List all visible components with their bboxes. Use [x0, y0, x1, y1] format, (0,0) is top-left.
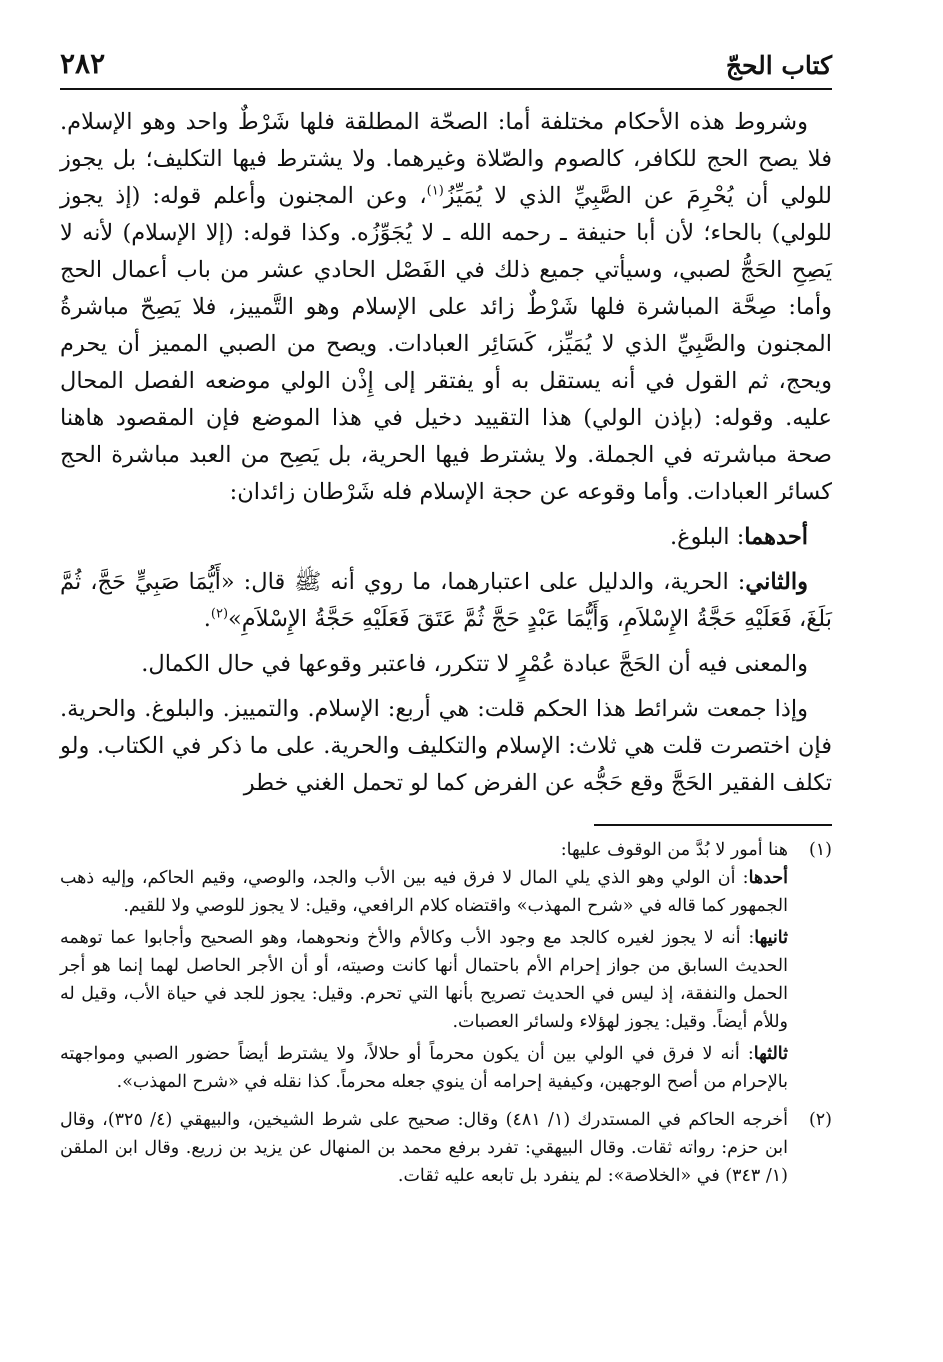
book-page — [60, 40, 832, 1190]
paragraph-text: وشروط هذه الأحكام مختلفة أما: الصحّة المطلقة فلها شَرْطٌ واحد وهو الإسلام. فلا يصح الحج للكافر، كالصوم والصّلاة وغيرهما. ولا يشترط فيها التكليف؛ بل يجوز للولي أن يُحْرِمَ عن الصَّبِيِّ الذي لا يُمَيِّزُ — [60, 109, 832, 209]
paragraph-summary: وإذا جمعت شرائط هذا الحكم قلت: هي أربع: الإسلام. والتمييز. والبلوغ. والحرية. فإن اختصرت قلت هي ثلاث: الإسلام والتكليف والحرية. على ما ذكر في الكتاب. ولو تكلف الفقير الحَجَّ وقع حَجُّه عن الفرض كما لو تحمل الغني خطر — [60, 696, 832, 796]
footnote-text — [60, 1106, 788, 1190]
footnote-2 — [60, 1106, 832, 1190]
footnote-source: أخرجه الحاكم في المستدرك (١/ ٤٨١) وقال: صحيح على شرط الشيخين، والبيهقي (٤/ ٣٢٥)، وقال ابن حزم: رواته ثقات. وقال البيهقي: تفرد برفع محمد بن المنهال عن يزيد بن زريع. وقال ابن الملقن (١/ ٣٤٣) في «الخلاصة»: لم ينفرد بل تابعه عليه ثقات. — [60, 1110, 788, 1186]
footnote-point-2 — [60, 924, 788, 1036]
paragraph-text-cont: ، وعن المجنون وأعلم قوله: (إذ يجوز للولي) بالحاء؛ لأن أبا حنيفة ـ رحمه الله ـ لا يُجَوِّزُه. وكذا قوله: (إلا الإسلام) لأنه لا يَصِحِ الحَجُّ لصبي، وسيأتي جميع ذلك في الفَصْل الحادي عشر من باب أعمال الحج وأما: صِحَّة المباشرة فلها شَرْطٌ زائد على الإسلام وهو التَّمييز، فلا يَصِحّ مباشرةُ المجنون والصَّبِيِّ الذي لا يُمَيِّز، كَسَائِر العبادات. ويصح من الصبي المميز أن يحرم ويحج، ثم القول في أنه يستقل به أو يفتقر إلى إِذْن الولي موضعه الفصل المحال عليه. وقوله: (بإذن الولي) هذا التقييد دخيل في هذا الموضع فإن المقصود هاهنا صحة مباشرته في الجملة. ولا يشترط فيها الحرية، بل يَصِح من العبد مباشرة الحج كسائر العبادات. وأما وقوعه عن حجة الإسلام فله شَرْطان زائدان: — [60, 183, 832, 505]
footnote-number: (١) — [808, 840, 832, 860]
footnote-1 — [60, 836, 832, 1096]
second-label: والثاني — [745, 569, 808, 595]
chapter-title: كتاب الحجّ — [725, 51, 832, 80]
point-text: : أنه لا يجوز لغيره كالجد مع وجود الأب وكالأم والأخ ونحوهما، وهو الصحيح وأجابوا عما توهمه الحديث السابق من جواز إحرام الأم باحتمال أنها كانت وصيته، أو أن الأجر الحاصل لهما إنما هو أجر الحمل والنفقة، إذ ليس في الحديث تصريح بأنها التي تحرم. وقيل: يجوز للجد في حياة الأب، وقيل له وللأم أيضاً. وقيل: يجوز لهؤلاء ولسائر العصبات. — [60, 928, 788, 1032]
page-header — [60, 40, 832, 90]
page-number: ٢٨٢ — [60, 47, 106, 80]
footnote-number: (٢) — [808, 1110, 832, 1130]
point-text: : أنه لا فرق في الولي بين أن يكون محرماً أو حلالاً، ولا يشترط أيضاً حضور الصبي ومواجهته بالإحرام من أصح الوجهين، وكيفية إحرامه أن ينوي جعله محرماً. كذا نقله في «شرح المهذب». — [60, 1044, 788, 1092]
second-text: : الحرية، والدليل على اعتبارهما، ما روي أنه ﷺ قال: «أَيُّمَا صَبِيٍّ حَجَّ، ثُمَّ بَلَغَ، فَعَلَيْهِ حَجَّةُ الإِسْلاَمِ، وَأَيُّمَا عَبْدٍ حَجَّ ثُمَّ عَتَقَ فَعَلَيْهِ حَجَّةُ الإِسْلاَمِ» — [60, 569, 832, 632]
paragraph-meaning: والمعنى فيه أن الحَجَّ عبادة عُمْرٍ لا تتكرر، فاعتبر وقوعها في حال الكمال. — [141, 651, 808, 677]
point-label: ثالثها — [753, 1044, 788, 1064]
footnote-intro: هنا أمور لا بُدَّ من الوقوف عليها: — [560, 840, 788, 860]
first-label: أحدهما — [744, 524, 808, 550]
paragraph-second-condition — [60, 564, 832, 638]
footnote-separator — [594, 824, 832, 826]
footnote-separator-wrap — [60, 824, 832, 826]
footnote-text — [60, 836, 788, 1096]
point-label: ثانيها — [754, 928, 788, 948]
point-text: : أن الولي وهو الذي يلي المال لا فرق فيه بين الأب والجد، والوصي، وقيم الحاكم، وإليه ذهب الجمهور كما قاله في «شرح المهذب» واقتضاه كلام الرافعي، وقيل: لا يجوز للوصي ولا للقيم. — [60, 868, 788, 916]
paragraph-conditions — [60, 104, 832, 511]
footnotes — [60, 836, 832, 1190]
point-label: أحدها — [748, 868, 788, 888]
footnote-point-1 — [60, 864, 788, 920]
footnote-point-3 — [60, 1040, 788, 1096]
second-end: . — [203, 606, 211, 632]
footnote-ref-1: (١) — [426, 183, 444, 199]
main-text — [60, 104, 832, 802]
first-text: : البلوغ. — [670, 524, 745, 550]
paragraph-first-condition — [60, 519, 832, 556]
footnote-ref-2: (٢) — [210, 606, 229, 622]
